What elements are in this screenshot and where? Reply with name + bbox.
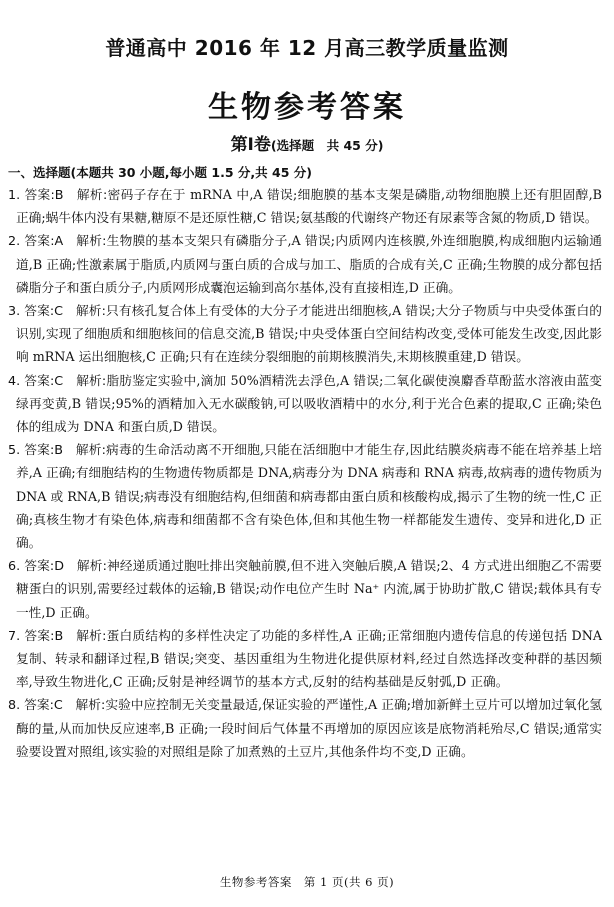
footer-page-info: 第 1 页(共 6 页): [303, 875, 395, 889]
answer-key: 5. 答案:B 解析:: [8, 442, 106, 458]
answer-item-6: [8, 554, 602, 624]
answer-explanation: 生物膜的基本支架只有磷脂分子,A 错误;内质网内连核膜,外连细胞膜,构成细胞内运输通道,B 正确;性激素属于脂质,内质网与蛋白质的合成与加工、脂质的合成有关,C 正确;生物膜的成分都包括磷脂分子和蛋白质分子,内质网形成囊泡运输到高尔基体,没有直接相连,D 正确。: [16, 233, 602, 295]
answer-explanation: 只有核孔复合体上有受体的大分子才能进出细胞核,A 错误;大分子物质与中央受体蛋白的识别,实现了细胞质和细胞核间的信息交流,B 错误;中央受体蛋白空间结构改变,受体可能发生改变,因此影响 mRNA 运出细胞核,C 正确;只有在连续分裂细胞的前期核膜消失,末期核膜重建,D 错误。: [16, 303, 602, 365]
answer-key: 7. 答案:B 解析:: [8, 627, 107, 643]
answer-explanation: 脂肪鉴定实验中,滴加 50%酒精洗去浮色,A 错误;二氧化碳使溴麝香草酚蓝水溶液由蓝变绿再变黄,B 错误;95%的酒精加入无水碳酸钠,可以吸收酒精中的水分,利于光合色素的提取,C 正确;染色体的组成为 DNA 和蛋白质,D 错误。: [16, 372, 602, 435]
answer-list: [8, 183, 602, 763]
answer-key: 3. 答案:C 解析:: [8, 303, 106, 319]
document-title: 生物参考答案: [208, 90, 406, 125]
answer-item-4: [8, 369, 602, 439]
answer-explanation: 病毒的生命活动离不开细胞,只能在活细胞中才能生存,因此结膜炎病毒不能在培养基上培养,A 正确;有细胞结构的生物遗传物质都是 DNA,病毒分为 DNA 病毒和 RNA 病毒,故病毒的遗传物质为 DNA 或 RNA,B 错误;病毒没有细胞结构,但细菌和病毒都由蛋白质和核酸构成,揭示了生物的统一性,C 正确;真核生物才有染色体,病毒和细菌都不含有染色体,但和其他生物一样都能发生遗传、变异和进化,D 正确。: [16, 442, 602, 551]
answer-key: 6. 答案:D 解析:: [8, 558, 107, 574]
answer-key: 2. 答案:A 解析:: [8, 233, 107, 249]
answer-item-2: [8, 229, 602, 299]
page-footer: [0, 874, 614, 890]
answer-explanation: 神经递质通过胞吐排出突触前膜,但不进入突触后膜,A 错误;2、4 方式进出细胞乙不需要糖蛋白的识别,需要经过载体的运输,B 错误;动作电位产生时 Na⁺ 内流,属于协助扩散,C 错误;载体具有专一性,D 正确。: [16, 558, 602, 620]
answer-item-1: [8, 183, 602, 229]
exam-title: 普通高中 2016 年 12 月高三教学质量监测: [105, 36, 509, 60]
footer-doc-name: 生物参考答案: [219, 875, 292, 889]
answer-key: 4. 答案:C 解析:: [8, 372, 107, 388]
section-heading: 一、选择题(本题共 30 小题,每小题 1.5 分,共 45 分): [8, 165, 312, 180]
answer-explanation: 蛋白质结构的多样性决定了功能的多样性,A 正确;正常细胞内遗传信息的传递包括 DNA 复制、转录和翻译过程,B 错误;突变、基因重组为生物进化提供原材料,经过自然选择改变种群的基因频率,导致生物进化,C 正确;反射是神经调节的基本方式,反射的结构基础是反射弧,D 正确。: [16, 627, 602, 690]
answer-explanation: 实验中应控制无关变量最适,保证实验的严谨性,A 正确;增加新鲜土豆片可以增加过氧化氢酶的量,从而加快反应速率,B 正确;一段时间后气体量不再增加的原因应该是底物消耗殆尽,C 错误;通常实验要设置对照组,该实验的对照组是除了加煮熟的土豆片,其他条件均不变,D 正确。: [16, 697, 602, 759]
answer-item-3: [8, 299, 602, 369]
answer-key: 8. 答案:C 解析:: [8, 697, 106, 713]
answer-item-7: [8, 624, 602, 694]
answer-item-8: [8, 693, 602, 763]
volume-note: (选择题 共 45 分): [270, 138, 384, 153]
volume-heading: [0, 130, 614, 155]
volume-label: 第Ⅰ卷: [230, 135, 271, 155]
answer-key: 1. 答案:B 解析:: [8, 187, 108, 202]
answer-item-5: [8, 438, 602, 554]
answer-explanation: 密码子存在于 mRNA 中,A 错误;细胞膜的基本支架是磷脂,动物细胞膜上还有胆固醇,B 正确;蜗牛体内没有果糖,糖原不是还原性糖,C 错误;氨基酸的代谢终产物还有尿素等含氮的物质,D 错误。: [16, 187, 602, 226]
